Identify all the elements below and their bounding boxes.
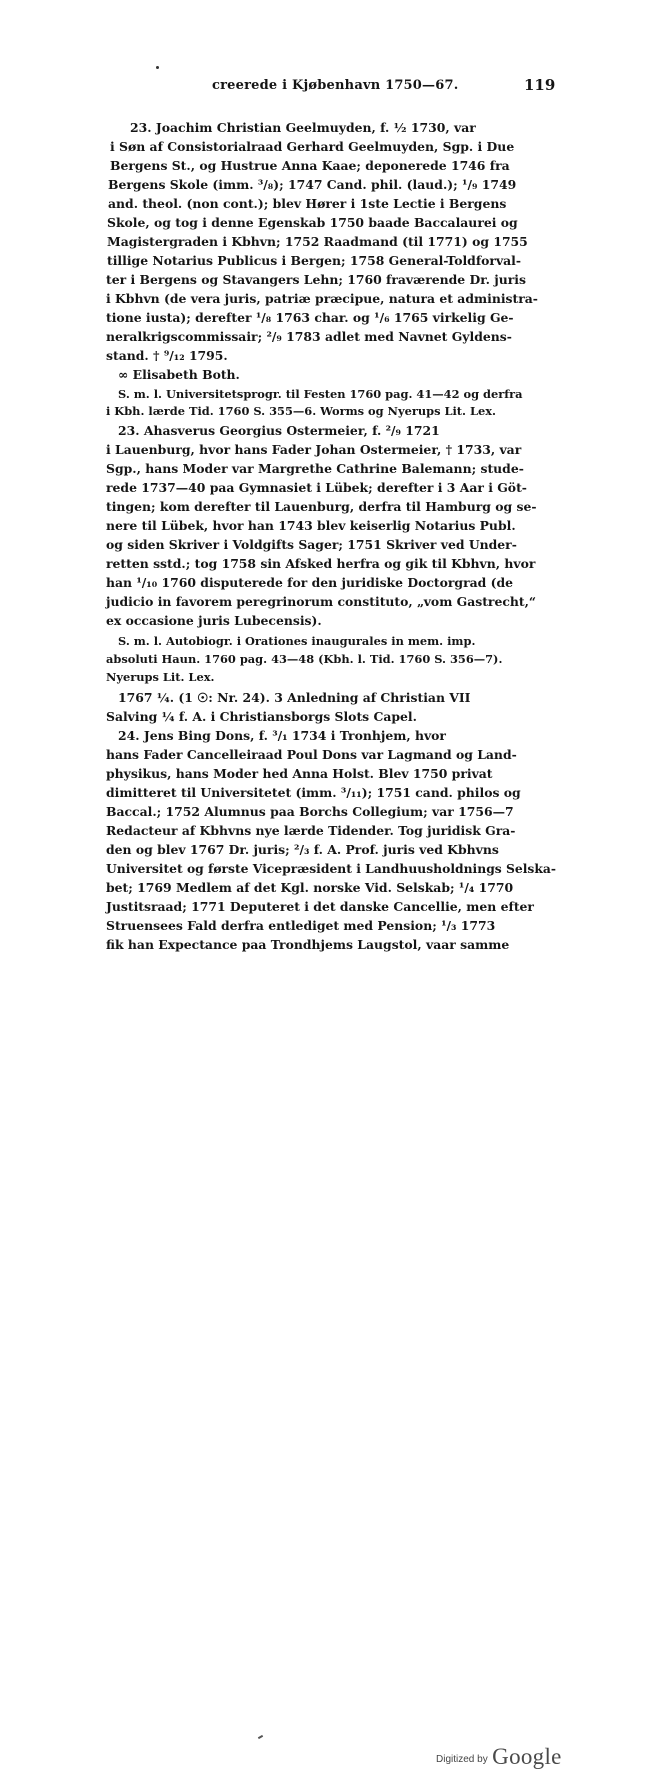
text-line: Salving ¼ f. A. i Christiansborgs Slots Capel. (106, 709, 417, 724)
text-line: Bergens St., og Hustrue Anna Kaae; deponerede 1746 fra (110, 158, 510, 173)
text-line: fik han Expectance paa Trondhjems Laugstol, vaar samme (106, 937, 510, 952)
text-line: stand. † ⁹/₁₂ 1795. (106, 348, 228, 363)
text-line: i Søn af Consistorialraad Gerhard Geelmuyden, Sgp. i Due (110, 139, 515, 154)
ink-mark (258, 1735, 263, 1739)
ink-mark (156, 66, 159, 69)
text-line: Baccal.; 1752 Alumnus paa Borchs Collegium; var 1756—7 (106, 804, 514, 819)
text-line: 1767 ¼. (1 ☉: Nr. 24). 3 Anledning af Christian VII (118, 690, 471, 705)
page-header (0, 0, 664, 100)
text-line: Redacteur af Kbhvns nye lærde Tidender. Tog juridisk Gra- (106, 823, 516, 838)
text-line: tione iusta); derefter ¹/₈ 1763 char. og ¹/₆ 1765 virkelig Ge- (106, 310, 514, 325)
reference-line: S. m. l. Universitetsprogr. til Festen 1760 pag. 41—42 og derfra (118, 387, 523, 401)
text-line: han ¹/₁₀ 1760 disputerede for den juridiske Doctorgrad (de (106, 575, 514, 590)
text-line: Struensees Fald derfra entlediget med Pension; ¹/₃ 1773 (106, 918, 496, 933)
text-line: neralkrigscommissair; ²/₉ 1783 adlet med Navnet Gyldens- (106, 329, 512, 344)
text-line: tillige Notarius Publicus i Bergen; 1758 General-Toldforval- (107, 253, 522, 268)
digitized-prefix: Digitized by (436, 1754, 488, 1765)
text-line: Justitsraad; 1771 Deputeret i det danske Cancellie, men efter (106, 899, 534, 914)
text-line: 23. Ahasverus Georgius Ostermeier, f. ²/₉ 1721 (118, 423, 440, 438)
text-line: og siden Skriver i Voldgifts Sager; 1751 Skriver ved Under- (106, 537, 517, 552)
text-line: Skole, og tog i denne Egenskab 1750 baade Baccalaurei og (107, 215, 518, 230)
text-line: 24. Jens Bing Dons, f. ³/₁ 1734 i Tronhjem, hvor (118, 728, 446, 743)
text-line: physikus, hans Moder hed Anna Holst. Blev 1750 privat (106, 766, 493, 781)
text-line: dimitteret til Universitetet (imm. ³/₁₁); 1751 cand. philos og (106, 785, 521, 800)
text-line: i Lauenburg, hvor hans Fader Johan Ostermeier, † 1733, var (106, 442, 522, 457)
text-line: tingen; kom derefter til Lauenburg, derfra til Hamburg og se- (106, 499, 537, 514)
text-line: and. theol. (non cont.); blev Hører i 1ste Lectie i Bergens (108, 196, 507, 211)
text-line: rede 1737—40 paa Gymnasiet i Lübek; derefter i 3 Aar i Göt- (106, 480, 527, 495)
text-line: 23. Joachim Christian Geelmuyden, f. ½ 1730, var (130, 120, 476, 135)
text-line: i Kbhvn (de vera juris, patriæ præcipue, natura et administra- (106, 291, 538, 306)
text-line: Universitet og første Vicepræsident i Landhuusholdnings Selska- (106, 861, 556, 876)
text-line: den og blev 1767 Dr. juris; ²/₃ f. A. Prof. juris ved Kbhvns (106, 842, 499, 857)
text-line: Magistergraden i Kbhvn; 1752 Raadmand (til 1771) og 1755 (107, 234, 528, 249)
reference-line: S. m. l. Autobiogr. i Orationes inaugurales in mem. imp. (118, 634, 476, 648)
text-line: retten sstd.; tog 1758 sin Afsked herfra og gik til Kbhvn, hvor (106, 556, 536, 571)
text-line: bet; 1769 Medlem af det Kgl. norske Vid. Selskab; ¹/₄ 1770 (106, 880, 514, 895)
reference-line: absoluti Haun. 1760 pag. 43—48 (Kbh. l. Tid. 1760 S. 356—7). (106, 652, 503, 666)
text-line: Sgp., hans Moder var Margrethe Cathrine Balemann; stude- (106, 461, 524, 476)
page-number: 119 (524, 76, 556, 94)
text-line: ∞ Elisabeth Both. (118, 367, 240, 382)
google-logo-text: Google (492, 1744, 562, 1769)
text-line: judicio in favorem peregrinorum constituto, „vom Gastrecht,“ (106, 594, 537, 609)
text-line: hans Fader Cancelleiraad Poul Dons var Lagmand og Land- (106, 747, 517, 762)
reference-line: Nyerups Lit. Lex. (106, 670, 215, 684)
text-line: nere til Lübek, hvor han 1743 blev keiserlig Notarius Publ. (106, 518, 516, 533)
digitized-by-watermark (436, 1744, 562, 1770)
reference-line: i Kbh. lærde Tid. 1760 S. 355—6. Worms og Nyerups Lit. Lex. (106, 404, 496, 418)
text-line: ter i Bergens og Stavangers Lehn; 1760 fraværende Dr. juris (106, 272, 526, 287)
running-head: creerede i Kjøbenhavn 1750—67. (212, 78, 459, 93)
text-line: Bergens Skole (imm. ³/₈); 1747 Cand. phil. (laud.); ¹/₉ 1749 (108, 177, 517, 192)
text-line: ex occasione juris Lubecensis). (106, 613, 322, 628)
